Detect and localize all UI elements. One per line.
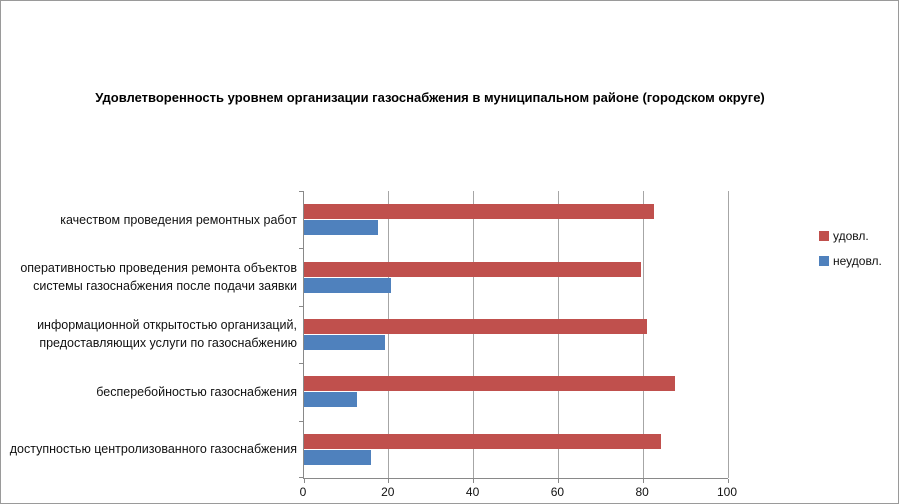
bar-unsatisfied [304, 220, 378, 235]
y-axis-tick [299, 191, 303, 192]
x-tick-label: 40 [465, 485, 480, 499]
x-axis-tick [388, 479, 389, 483]
satisfied-legend-swatch-icon [819, 231, 829, 241]
y-axis-tick [299, 248, 303, 249]
bar-satisfied [304, 434, 661, 449]
category-label: качеством проведения ремонтных работ [60, 212, 297, 227]
legend-item [819, 254, 882, 268]
x-axis-tick [558, 479, 559, 483]
legend-label: неудовл. [833, 254, 882, 268]
x-tick-label: 80 [635, 485, 649, 499]
bar-satisfied [304, 262, 641, 277]
x-axis-tick [304, 479, 305, 483]
bar-unsatisfied [304, 278, 391, 293]
category-label: информационной открытостью организаций, предоставляющих услуги по газоснабжению [37, 318, 297, 351]
y-axis-tick [299, 421, 303, 422]
category-label: доступностью центролизованного газоснабжения [9, 442, 297, 457]
legend-label: удовл. [833, 229, 869, 243]
bar-satisfied [304, 319, 647, 334]
unsatisfied-legend-swatch-icon [819, 256, 829, 266]
bar-satisfied [304, 376, 675, 391]
y-axis-tick [299, 363, 303, 364]
gridline [728, 191, 729, 478]
x-tick-label: 0 [299, 485, 307, 499]
y-axis-tick [299, 477, 303, 478]
legend-item [819, 229, 882, 243]
chart-title: Удовлетворенность уровнем организации газоснабжения в муниципальном районе (городском округе) [95, 90, 765, 105]
x-tick-label: 100 [716, 485, 738, 499]
category-label: бесперебойностью газоснабжения [96, 384, 297, 399]
x-tick-label: 60 [550, 485, 565, 499]
bar-unsatisfied [304, 392, 357, 407]
bar-satisfied [304, 204, 654, 219]
value-axis-labels [299, 485, 738, 501]
x-axis-tick [473, 479, 474, 483]
y-axis-tick [299, 306, 303, 307]
legend [819, 229, 882, 279]
plot-area [303, 191, 728, 479]
category-axis-labels [5, 191, 297, 478]
category-label: оперативностью проведения ремонта объектов системы газоснабжения после подачи заявки [20, 260, 297, 294]
x-axis-tick [728, 479, 729, 483]
x-axis-tick [643, 479, 644, 483]
bar-unsatisfied [304, 450, 371, 465]
x-tick-label: 20 [381, 485, 395, 499]
bar-unsatisfied [304, 335, 385, 350]
